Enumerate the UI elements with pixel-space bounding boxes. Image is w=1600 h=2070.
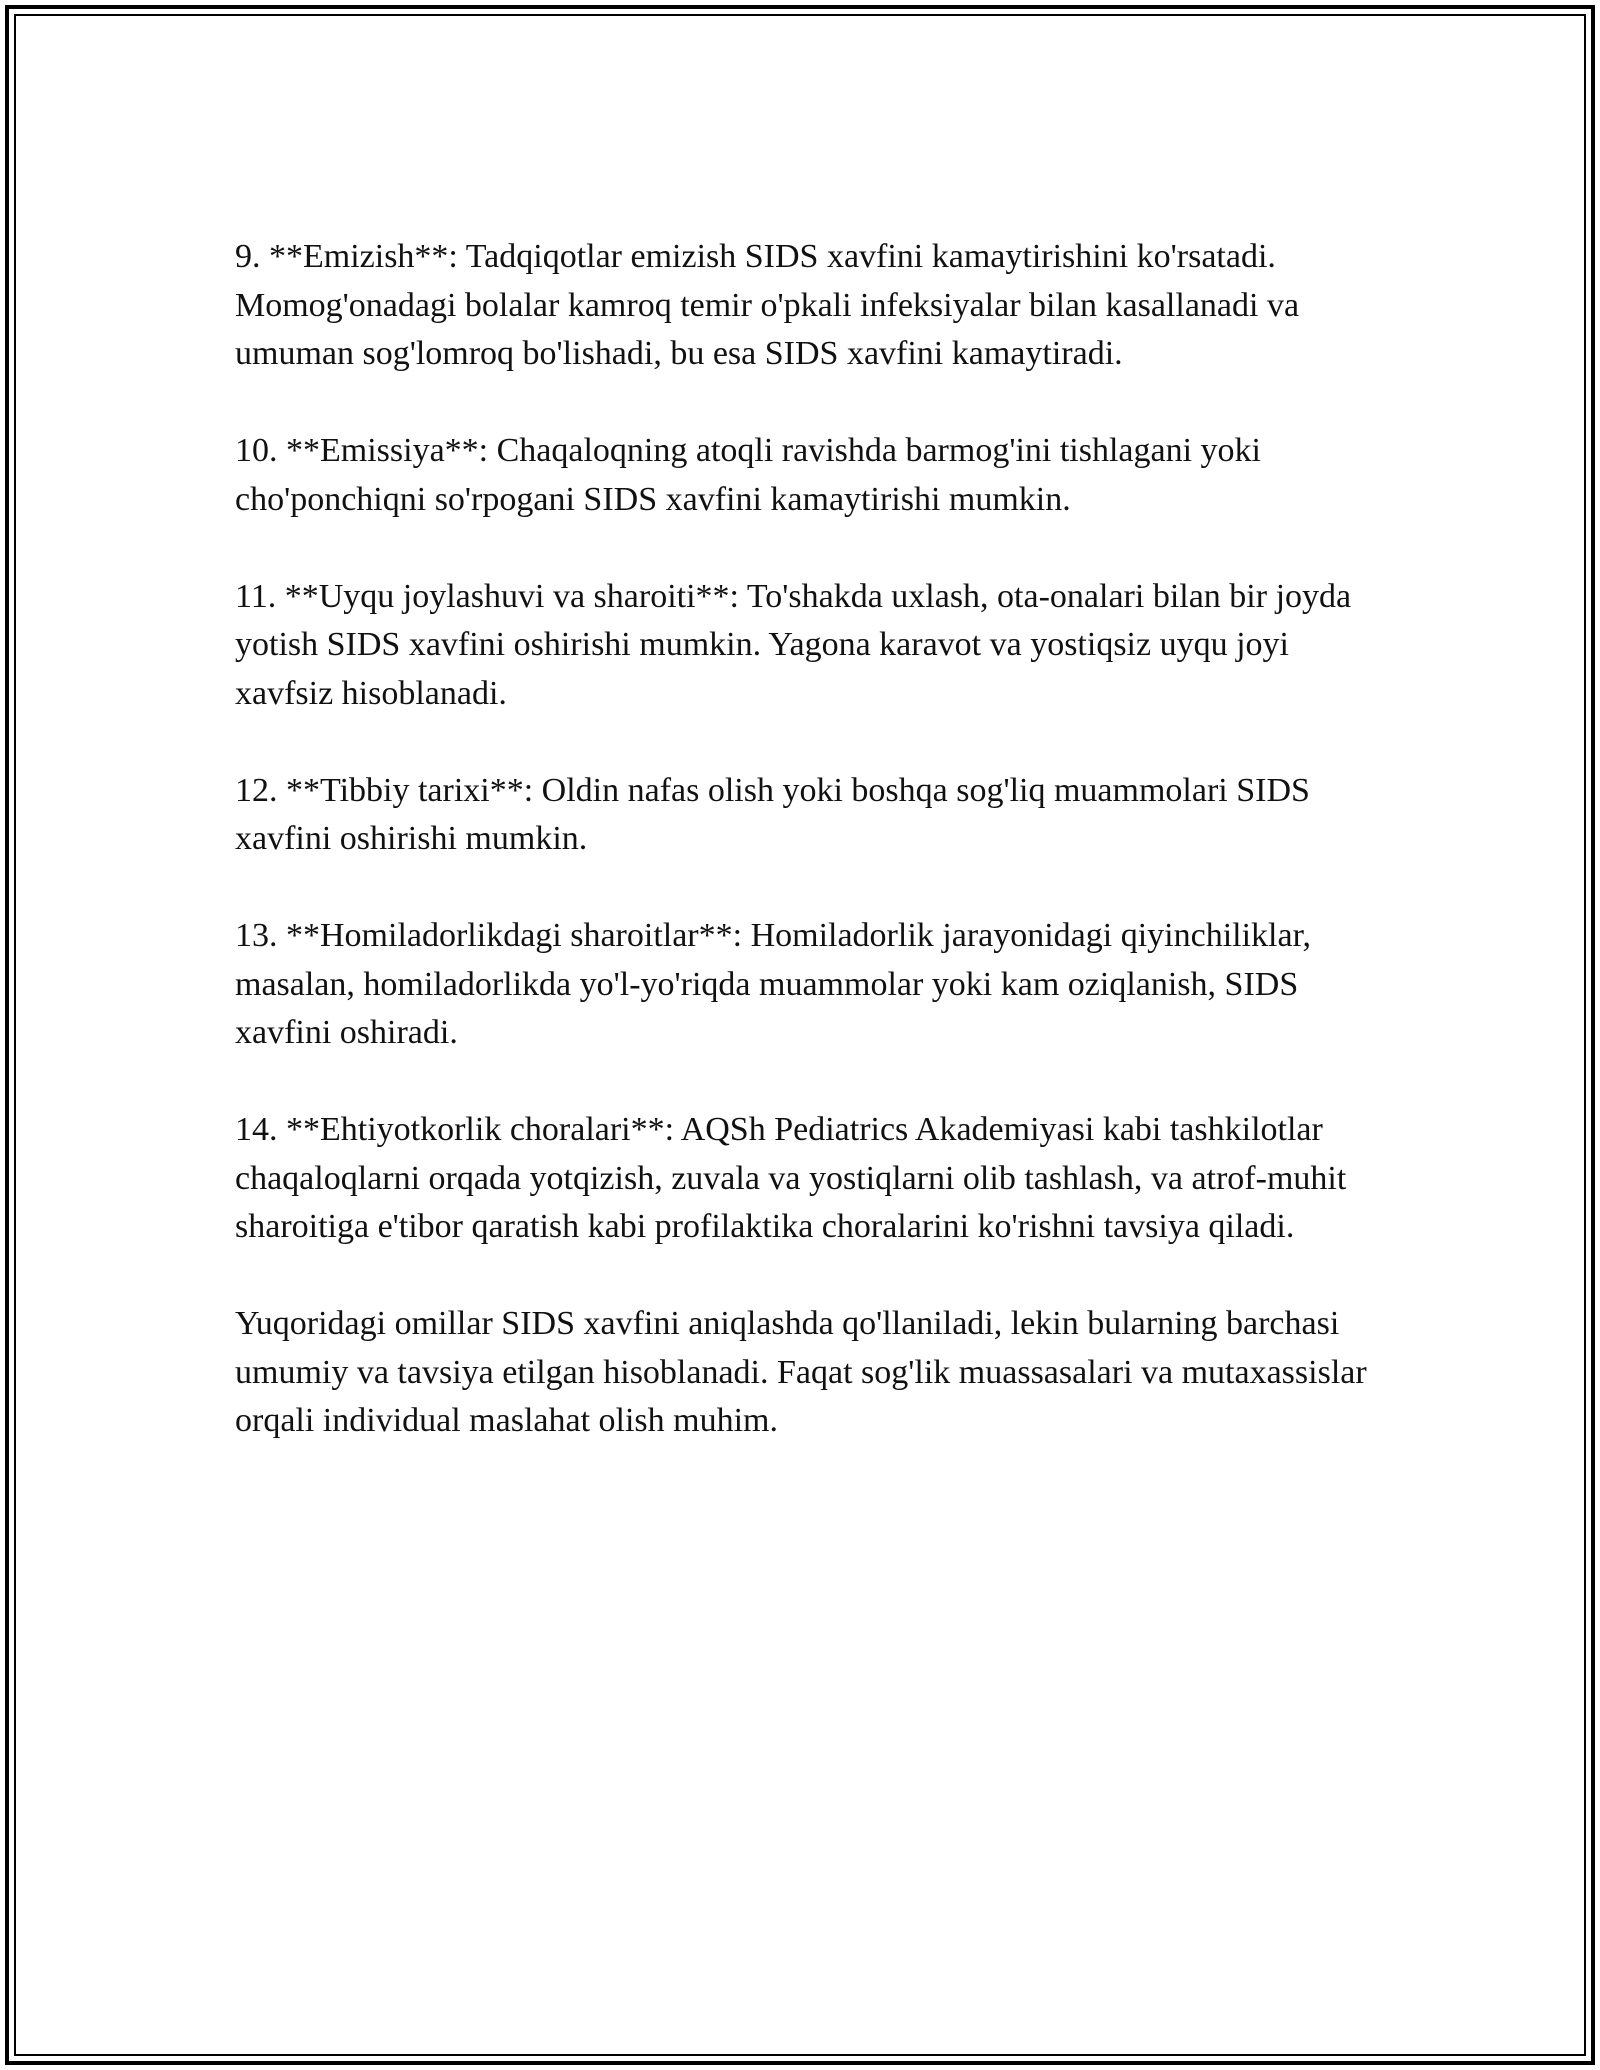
paragraph-item-12: 12. **Tibbiy tarixi**: Oldin nafas olish yoki boshqa sog'liq muammolari SIDS xavfini oshirishi mumkin.	[235, 771, 1310, 857]
paragraph-item-14: 14. **Ehtiyotkorlik choralari**: AQSh Pediatrics Akademiyasi kabi tashkilotlar chaqaloqlarni orqada yotqizish, zuvala va yostiqlarni olib tashlash, va atrof-muhit sharoitiga e'tibor qaratish kabi profilaktika choralarini ko'rishni tavsiya qiladi.	[235, 1111, 1347, 1245]
paragraph-item-9: 9. **Emizish**: Tadqiqotlar emizish SIDS xavfini kamaytirishini ko'rsatadi. Momog'onadagi bolalar kamroq temir o'pkali infeksiyalar bilan kasallanadi va umuman sog'lomroq bo'lishadi, bu esa SIDS xavfini kamaytiradi.	[235, 238, 1300, 372]
paragraph-item-10: 10. **Emissiya**: Chaqaloqning atoqli ravishda barmog'ini tishlagani yoki cho'ponchiqni so'rpogani SIDS xavfini kamaytirishi mumkin.	[235, 432, 1261, 518]
paragraph-item-11: 11. **Uyqu joylashuvi va sharoiti**: To'shakda uxlash, ota-onalari bilan bir joyda yotish SIDS xavfini oshirishi mumkin. Yagona karavot va yostiqsiz uyqu joyi xavfsiz hisoblanadi.	[235, 577, 1352, 712]
paragraph-conclusion: Yuqoridagi omillar SIDS xavfini aniqlashda qo'llaniladi, lekin bularning barchasi umumiy va tavsiya etilgan hisoblanadi. Faqat sog'lik muassasalari va mutaxassislar orqali individual maslahat olish muhim.	[235, 1305, 1367, 1439]
paragraph-item-13: 13. **Homiladorlikdagi sharoitlar**: Homiladorlik jarayonidagi qiyinchiliklar, masalan, homiladorlikda yo'l-yo'riqda muammolar yoki kam oziqlanish, SIDS xavfini oshiradi.	[235, 917, 1312, 1051]
document-body	[235, 233, 1385, 1446]
